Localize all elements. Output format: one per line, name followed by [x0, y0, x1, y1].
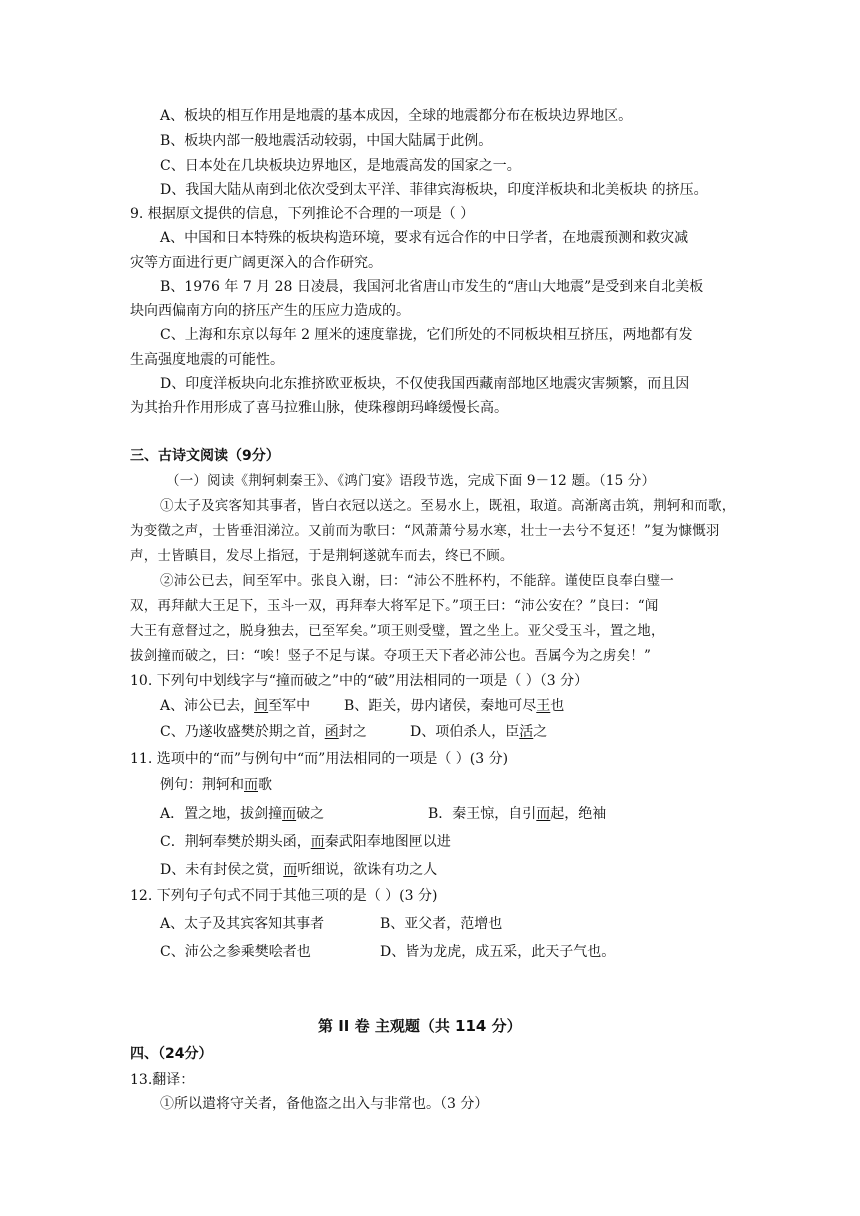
q10-option-d: D、项伯杀人，臣活之: [410, 724, 548, 740]
q9-option-c-line1: C、上海和东京以每年 2 厘米的速度靠拢，它们所处的不同板块相互挤压，两地都有发: [160, 327, 693, 343]
q8-option-d: D、我国大陆从南到北依次受到太平洋、菲律宾海板块，印度洋板块和北美板块 的挤压。: [160, 182, 708, 198]
passage1-line1: ①太子及宾客知其事者，皆白衣冠以送之。至易水上，既祖，取道。高渐离击筑，荆轲和而歌，: [160, 498, 736, 514]
q11-a-underlined: 而: [282, 806, 297, 822]
q12-option-b: B、亚父者，范增也: [380, 916, 503, 932]
q12-option-a: A、太子及其宾客知其事者: [160, 916, 325, 932]
q9-option-b-line1: B、1976 年 7 月 28 日凌晨，我国河北省唐山市发生的“唐山大地震”是受到来自北美板: [160, 279, 704, 295]
section3-intro: （一）阅读《荆轲刺秦王》、《鸿门宴》语段节选，完成下面 9－12 题。（15 分）: [166, 473, 656, 489]
q8-option-c: C、日本处在几块板块边界地区，是地震高发的国家之一。: [160, 158, 521, 174]
q11-example: 例句：荆轲和而歌: [160, 777, 272, 793]
q9-option-d-line1: D、印度洋板块向北东推挤欧亚板块，不仅使我国西藏南部地区地震灾害频繁，而且因: [160, 376, 690, 392]
q9-option-b-line2: 块向西偏南方向的挤压产生的压应力造成的。: [130, 303, 410, 319]
q9-option-d-line2: 为其抬升作用形成了喜马拉雅山脉，使珠穆朗玛峰缓慢长高。: [130, 400, 508, 416]
q10-option-b: B、距关，毋内诸侯，秦地可尽王也: [344, 698, 565, 714]
passage2-line3: 大王有意督过之，脱身独去，已至军矣。”项王则受璧，置之坐上。亚父受玉斗，置之地，: [130, 623, 665, 639]
q12-stem: 12. 下列句子句式不同于其他三项的是（ ）(3 分): [130, 888, 438, 904]
q10-option-a: A、沛公已去，间至军中: [160, 698, 311, 714]
q10-stem: 10. 下列句中划线字与“撞而破之”中的“破”用法相同的一项是（ ）（3 分）: [130, 673, 589, 689]
passage1-line3: 声，士皆瞋目，发尽上指冠，于是荆轲遂就车而去，终已不顾。: [130, 548, 514, 564]
passage2-line4: 拔剑撞而破之，曰：“唉！竖子不足与谋。夺项王天下者必沛公也。吾属今为之虏矣！”: [130, 648, 652, 664]
q12-option-d: D、皆为龙虎，成五采，此天子气也。: [380, 944, 616, 960]
passage2-line2: 双，再拜献大王足下，玉斗一双，再拜奉大将军足下。”项王曰：“沛公安在？”良曰：“闻: [130, 598, 659, 614]
section4-title: 四、（24分）: [130, 1046, 213, 1062]
q11-example-underlined: 而: [244, 777, 258, 793]
q13-item1: ①所以遣将守关者，备他盗之出入与非常也。（3 分）: [160, 1096, 489, 1112]
q9-stem: 9. 根据原文提供的信息，下列推论不合理的一项是（ ）: [130, 206, 475, 222]
q11-option-a: A．置之地，拔剑撞而破之: [160, 806, 325, 822]
q8-option-a: A、板块的相互作用是地震的基本成因，全球的地震都分布在板块边界地区。: [160, 108, 633, 124]
q11-option-c: C．荆轲奉樊於期头函，而秦武阳奉地图匣以进: [160, 834, 451, 850]
passage1-line2: 为变徵之声，士皆垂泪涕泣。又前而为歌曰：“风萧萧兮易水寒，壮士一去兮不复还！”复为慷慨羽: [130, 523, 720, 539]
q11-b-underlined: 而: [536, 806, 551, 822]
q10-a-underlined: 间: [254, 698, 269, 714]
q10-option-c: C、乃遂收盛樊於期之首，函封之: [160, 724, 367, 740]
q10-d-underlined: 活: [519, 724, 534, 740]
q10-c-underlined: 函: [324, 724, 339, 740]
q11-option-d: D、未有封侯之赏，而听细说，欲诛有功之人: [160, 862, 438, 878]
q9-option-c-line2: 生高强度地震的可能性。: [130, 352, 284, 368]
passage2-line1: ②沛公已去，间至军中。张良入谢，曰：“沛公不胜杯杓，不能辞。谨使臣良奉白璧一: [160, 573, 675, 589]
q10-b-underlined: 王: [536, 698, 551, 714]
q8-option-b: B、板块内部一般地震活动较弱，中国大陆属于此例。: [160, 133, 493, 149]
q12-option-c: C、沛公之参乘樊哙者也: [160, 944, 311, 960]
q13-stem: 13.翻译：: [130, 1072, 195, 1088]
q9-option-a-line2: 灾等方面进行更广阔更深入的合作研究。: [130, 255, 382, 271]
part2-title: 第 II 卷 主观题（共 114 分）: [318, 1017, 522, 1035]
q9-option-a-line1: A、中国和日本特殊的板块构造环境，要求有远合作的中日学者，在地震预测和救灾减: [160, 230, 689, 246]
q11-option-b: B．秦王惊，自引而起，绝袖: [428, 806, 607, 822]
q11-c-underlined: 而: [310, 834, 325, 850]
q11-stem: 11. 选项中的“而”与例句中“而”用法相同的一项是（ ）(3 分): [130, 751, 509, 767]
q11-d-underlined: 而: [283, 862, 298, 878]
section3-title: 三、古诗文阅读（9分）: [130, 448, 280, 464]
